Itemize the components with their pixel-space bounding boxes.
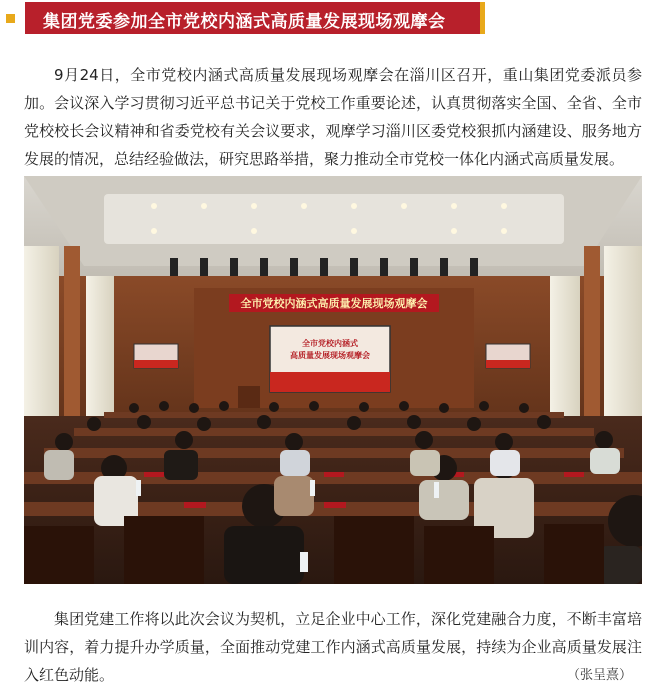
meeting-photo (24, 176, 642, 584)
stage-banner-text: 全市党校内涵式高质量发展现场观摩会 (240, 297, 428, 310)
article-paragraph-1: 9月24日，全市党校内涵式高质量发展现场观摩会在淄川区召开，重山集团党委派员参加。会议深入学习贯彻习近平总书记关于党校工作重要论述，认真贯彻落实全国、全省、全市党校校长会议精神和省委党校有关会议要求，观摩学习淄川区委党校狠抓内涵建设、服务地方发展的情况，总结经验做法，研究思路举措，聚力推动全市党校一体化内涵式高质量发展。 (24, 66, 642, 168)
author-credit: （张呈熹） (566, 668, 632, 683)
title-square-marker (6, 14, 15, 23)
title-box (25, 2, 485, 34)
article-paragraph-2: 集团党建工作将以此次会议为契机，立足企业中心工作，深化党建融合力度，不断丰富培训内容，着力提升办学质量，全面推动党建工作内涵式高质量发展，持续为企业高质量发展注入红色动能。 (24, 610, 642, 684)
screen-text-line-2: 高质量发展现场观摩会 (290, 351, 370, 360)
title-bar (0, 2, 490, 34)
screen-text-line-1: 全市党校内涵式 (302, 339, 358, 348)
article-title: 集团党委参加全市党校内涵式高质量发展现场观摩会 (43, 12, 446, 32)
